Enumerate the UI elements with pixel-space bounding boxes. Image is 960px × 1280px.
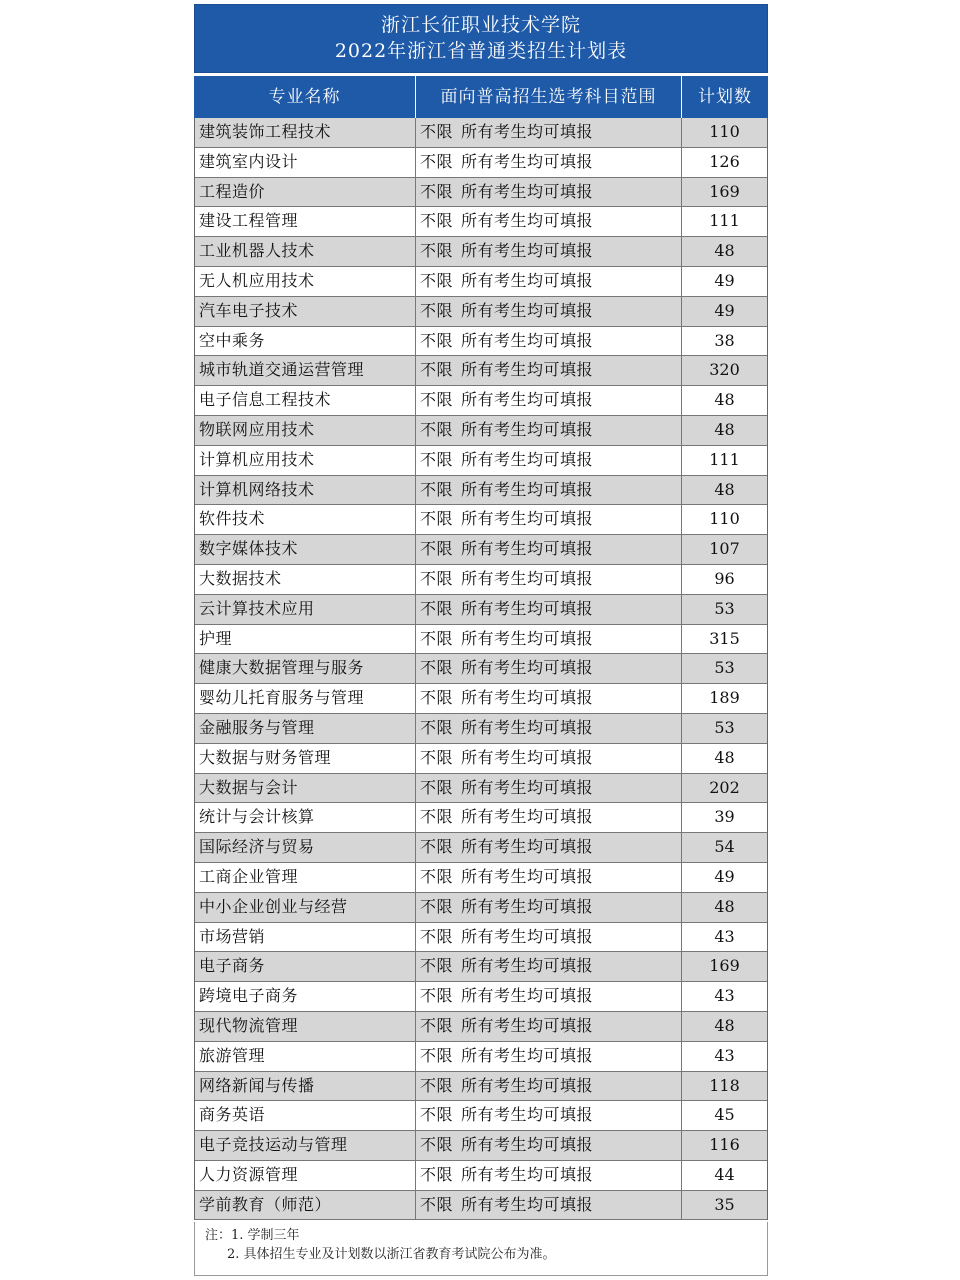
cell-scope: 所有考生均可填报 [461,122,594,141]
cell-subjects [416,297,682,326]
cell-plan: 48 [714,241,735,261]
cell-plan: 53 [714,598,735,618]
table-row [195,178,767,208]
cell-scope: 所有考生均可填报 [461,866,594,886]
cell-subjects [416,237,682,266]
cell-limit: 不限 [420,122,454,141]
cell-scope: 所有考生均可填报 [461,1105,594,1125]
cell-plan: 35 [714,1194,735,1214]
cell-subjects [416,446,682,475]
cell-limit: 不限 [420,181,454,201]
cell-plan: 49 [714,866,735,886]
school-name: 浙江长征职业技术学院 [380,14,581,36]
cell-limit: 不限 [420,866,454,886]
cell-subjects [416,565,682,594]
table-row [195,684,767,714]
cell-subjects [416,774,682,803]
cell-subjects [416,1131,682,1160]
cell-limit: 不限 [420,837,454,857]
cell-plan: 111 [709,449,740,469]
cell-limit: 不限 [420,1164,454,1184]
cell-major: 健康大数据管理与服务 [195,654,416,683]
cell-major: 建筑装饰工程技术 [195,118,416,147]
cell-limit: 不限 [420,449,454,469]
cell-subjects [416,863,682,892]
table-row [195,446,767,476]
cell-plan: 54 [714,837,735,857]
table-row [195,1042,767,1072]
table-title: 2022年浙江省普通类招生计划表 [334,40,628,62]
cell-limit: 不限 [420,1015,454,1035]
table-row [195,1101,767,1131]
cell-limit: 不限 [420,747,454,767]
table-row [195,833,767,863]
cell-plan: 48 [714,390,735,410]
cell-subjects [416,833,682,862]
cell-limit: 不限 [420,1135,454,1155]
cell-limit: 不限 [420,330,454,350]
cell-scope: 所有考生均可填报 [461,1045,594,1065]
cell-limit: 不限 [420,717,454,737]
cell-scope: 所有考生均可填报 [461,568,594,588]
cell-scope: 所有考生均可填报 [461,837,594,857]
cell-major: 大数据技术 [195,565,416,594]
note-line-1: 注：1. 学制三年 [205,1228,300,1243]
note-line-2: 2. 具体招生专业及计划数以浙江省教育考试院公布为准。 [227,1247,556,1262]
cell-scope: 所有考生均可填报 [461,509,594,529]
table-row [195,505,767,535]
cell-limit: 不限 [420,1105,454,1125]
cell-major: 婴幼儿托育服务与管理 [195,684,416,713]
table-row [195,1072,767,1102]
cell-plan: 110 [709,122,740,141]
table-header [194,76,768,118]
cell-scope: 所有考生均可填报 [461,1135,594,1155]
cell-major: 电子商务 [195,952,416,981]
cell-plan: 320 [709,360,740,380]
cell-major: 现代物流管理 [195,1012,416,1041]
cell-plan: 48 [714,747,735,767]
cell-plan: 169 [709,956,740,976]
cell-scope: 所有考生均可填报 [461,598,594,618]
cell-major: 计算机网络技术 [195,476,416,505]
cell-plan: 49 [714,270,735,290]
table-row [195,267,767,297]
cell-subjects [416,505,682,534]
cell-plan: 43 [714,986,735,1006]
cell-major: 网络新闻与传播 [195,1072,416,1101]
notes [194,1222,768,1276]
cell-limit: 不限 [420,1075,454,1095]
cell-limit: 不限 [420,211,454,231]
cell-scope: 所有考生均可填报 [461,1015,594,1035]
cell-subjects [416,1072,682,1101]
cell-scope: 所有考生均可填报 [461,688,594,708]
cell-major: 金融服务与管理 [195,714,416,743]
table-row [195,595,767,625]
table-row [195,565,767,595]
enrollment-plan-sheet [194,4,768,1276]
cell-limit: 不限 [420,270,454,290]
cell-scope: 所有考生均可填报 [461,449,594,469]
cell-plan: 39 [714,807,735,827]
cell-plan: 126 [709,151,740,171]
table-row [195,952,767,982]
cell-plan: 116 [709,1135,740,1155]
table-row [195,803,767,833]
cell-limit: 不限 [420,300,454,320]
cell-major: 工商企业管理 [195,863,416,892]
cell-major: 商务英语 [195,1101,416,1130]
cell-limit: 不限 [420,807,454,827]
cell-scope: 所有考生均可填报 [461,807,594,827]
cell-scope: 所有考生均可填报 [461,270,594,290]
cell-scope: 所有考生均可填报 [461,956,594,976]
cell-scope: 所有考生均可填报 [461,390,594,410]
cell-major: 工程造价 [195,178,416,207]
cell-major: 护理 [195,625,416,654]
cell-plan: 96 [714,568,735,588]
cell-scope: 所有考生均可填报 [461,330,594,350]
table-row [195,923,767,953]
cell-plan: 315 [709,628,740,648]
cell-limit: 不限 [420,479,454,499]
cell-subjects [416,1012,682,1041]
cell-plan: 202 [709,777,740,797]
cell-scope: 所有考生均可填报 [461,986,594,1006]
cell-scope: 所有考生均可填报 [461,747,594,767]
table-row [195,237,767,267]
cell-subjects [416,803,682,832]
cell-subjects [416,595,682,624]
table-row [195,744,767,774]
cell-plan: 48 [714,896,735,916]
cell-subjects [416,1101,682,1130]
cell-limit: 不限 [420,598,454,618]
cell-major: 城市轨道交通运营管理 [195,356,416,385]
cell-plan: 48 [714,479,735,499]
cell-major: 人力资源管理 [195,1161,416,1190]
cell-limit: 不限 [420,568,454,588]
cell-subjects [416,714,682,743]
cell-subjects [416,952,682,981]
cell-major: 旅游管理 [195,1042,416,1071]
cell-scope: 所有考生均可填报 [461,211,594,231]
cell-major: 中小企业创业与经营 [195,893,416,922]
header-subjects: 面向普高招生选考科目范围 [416,76,682,118]
cell-subjects [416,625,682,654]
cell-scope: 所有考生均可填报 [461,360,594,380]
cell-plan: 118 [709,1075,740,1095]
cell-major: 建设工程管理 [195,207,416,236]
cell-limit: 不限 [420,688,454,708]
cell-scope: 所有考生均可填报 [461,717,594,737]
cell-plan: 53 [714,658,735,678]
cell-plan: 111 [709,211,740,231]
cell-subjects [416,744,682,773]
cell-plan: 44 [714,1164,735,1184]
cell-scope: 所有考生均可填报 [461,777,594,797]
cell-plan: 38 [714,330,735,350]
cell-plan: 48 [714,419,735,439]
cell-limit: 不限 [420,1194,454,1214]
table-row [195,327,767,357]
table-row [195,356,767,386]
table-row [195,1012,767,1042]
cell-plan: 48 [714,1015,735,1035]
cell-major: 大数据与会计 [195,774,416,803]
cell-subjects [416,416,682,445]
table-row [195,625,767,655]
table-body [194,118,768,1220]
table-row [195,863,767,893]
cell-major: 学前教育（师范） [195,1191,416,1220]
cell-major: 工业机器人技术 [195,237,416,266]
cell-scope: 所有考生均可填报 [461,1164,594,1184]
table-row [195,118,767,148]
cell-scope: 所有考生均可填报 [461,926,594,946]
cell-limit: 不限 [420,151,454,171]
cell-subjects [416,684,682,713]
cell-limit: 不限 [420,539,454,559]
cell-major: 市场营销 [195,923,416,952]
cell-major: 建筑室内设计 [195,148,416,177]
cell-limit: 不限 [420,926,454,946]
cell-limit: 不限 [420,1045,454,1065]
cell-plan: 53 [714,717,735,737]
cell-plan: 110 [709,509,740,529]
cell-subjects [416,1161,682,1190]
cell-limit: 不限 [420,777,454,797]
cell-scope: 所有考生均可填报 [461,419,594,439]
table-row [195,1131,767,1161]
table-row [195,893,767,923]
cell-scope: 所有考生均可填报 [461,539,594,559]
cell-limit: 不限 [420,658,454,678]
cell-subjects [416,148,682,177]
cell-major: 空中乘务 [195,327,416,356]
cell-major: 电子竞技运动与管理 [195,1131,416,1160]
cell-subjects [416,535,682,564]
cell-major: 物联网应用技术 [195,416,416,445]
table-row [195,714,767,744]
cell-subjects [416,923,682,952]
table-row [195,1161,767,1191]
cell-limit: 不限 [420,628,454,648]
cell-subjects [416,327,682,356]
cell-subjects [416,982,682,1011]
cell-subjects [416,386,682,415]
cell-limit: 不限 [420,956,454,976]
cell-limit: 不限 [420,360,454,380]
cell-limit: 不限 [420,509,454,529]
table-row [195,1191,767,1221]
cell-plan: 45 [714,1105,735,1125]
table-row [195,654,767,684]
cell-subjects [416,178,682,207]
table-row [195,774,767,804]
cell-major: 计算机应用技术 [195,446,416,475]
cell-scope: 所有考生均可填报 [461,658,594,678]
cell-plan: 43 [714,1045,735,1065]
header-plan: 计划数 [698,87,752,107]
table-row [195,297,767,327]
cell-subjects [416,1191,682,1220]
cell-major: 统计与会计核算 [195,803,416,832]
table-row [195,148,767,178]
cell-subjects [416,654,682,683]
cell-scope: 所有考生均可填报 [461,181,594,201]
cell-subjects [416,207,682,236]
cell-plan: 189 [709,688,740,708]
cell-major: 大数据与财务管理 [195,744,416,773]
table-row [195,535,767,565]
cell-major: 国际经济与贸易 [195,833,416,862]
cell-major: 云计算技术应用 [195,595,416,624]
header-major: 专业名称 [194,76,416,118]
cell-subjects [416,356,682,385]
cell-major: 无人机应用技术 [195,267,416,296]
cell-major: 跨境电子商务 [195,982,416,1011]
cell-scope: 所有考生均可填报 [461,300,594,320]
cell-scope: 所有考生均可填报 [461,1194,594,1214]
cell-subjects [416,267,682,296]
cell-plan: 43 [714,926,735,946]
table-row [195,476,767,506]
cell-subjects [416,118,682,147]
cell-major: 数字媒体技术 [195,535,416,564]
table-row [195,982,767,1012]
table-row [195,207,767,237]
cell-scope: 所有考生均可填报 [461,1075,594,1095]
cell-subjects [416,893,682,922]
cell-subjects [416,1042,682,1071]
cell-scope: 所有考生均可填报 [461,241,594,261]
cell-scope: 所有考生均可填报 [461,628,594,648]
cell-limit: 不限 [420,390,454,410]
cell-scope: 所有考生均可填报 [461,151,594,171]
cell-scope: 所有考生均可填报 [461,896,594,916]
table-row [195,386,767,416]
title-banner [194,4,768,73]
cell-major: 软件技术 [195,505,416,534]
cell-subjects [416,476,682,505]
cell-limit: 不限 [420,419,454,439]
table-row [195,416,767,446]
cell-limit: 不限 [420,896,454,916]
cell-scope: 所有考生均可填报 [461,479,594,499]
cell-major: 电子信息工程技术 [195,386,416,415]
cell-plan: 107 [709,539,740,559]
cell-major: 汽车电子技术 [195,297,416,326]
cell-plan: 169 [709,181,740,201]
cell-limit: 不限 [420,986,454,1006]
cell-limit: 不限 [420,241,454,261]
cell-plan: 49 [714,300,735,320]
